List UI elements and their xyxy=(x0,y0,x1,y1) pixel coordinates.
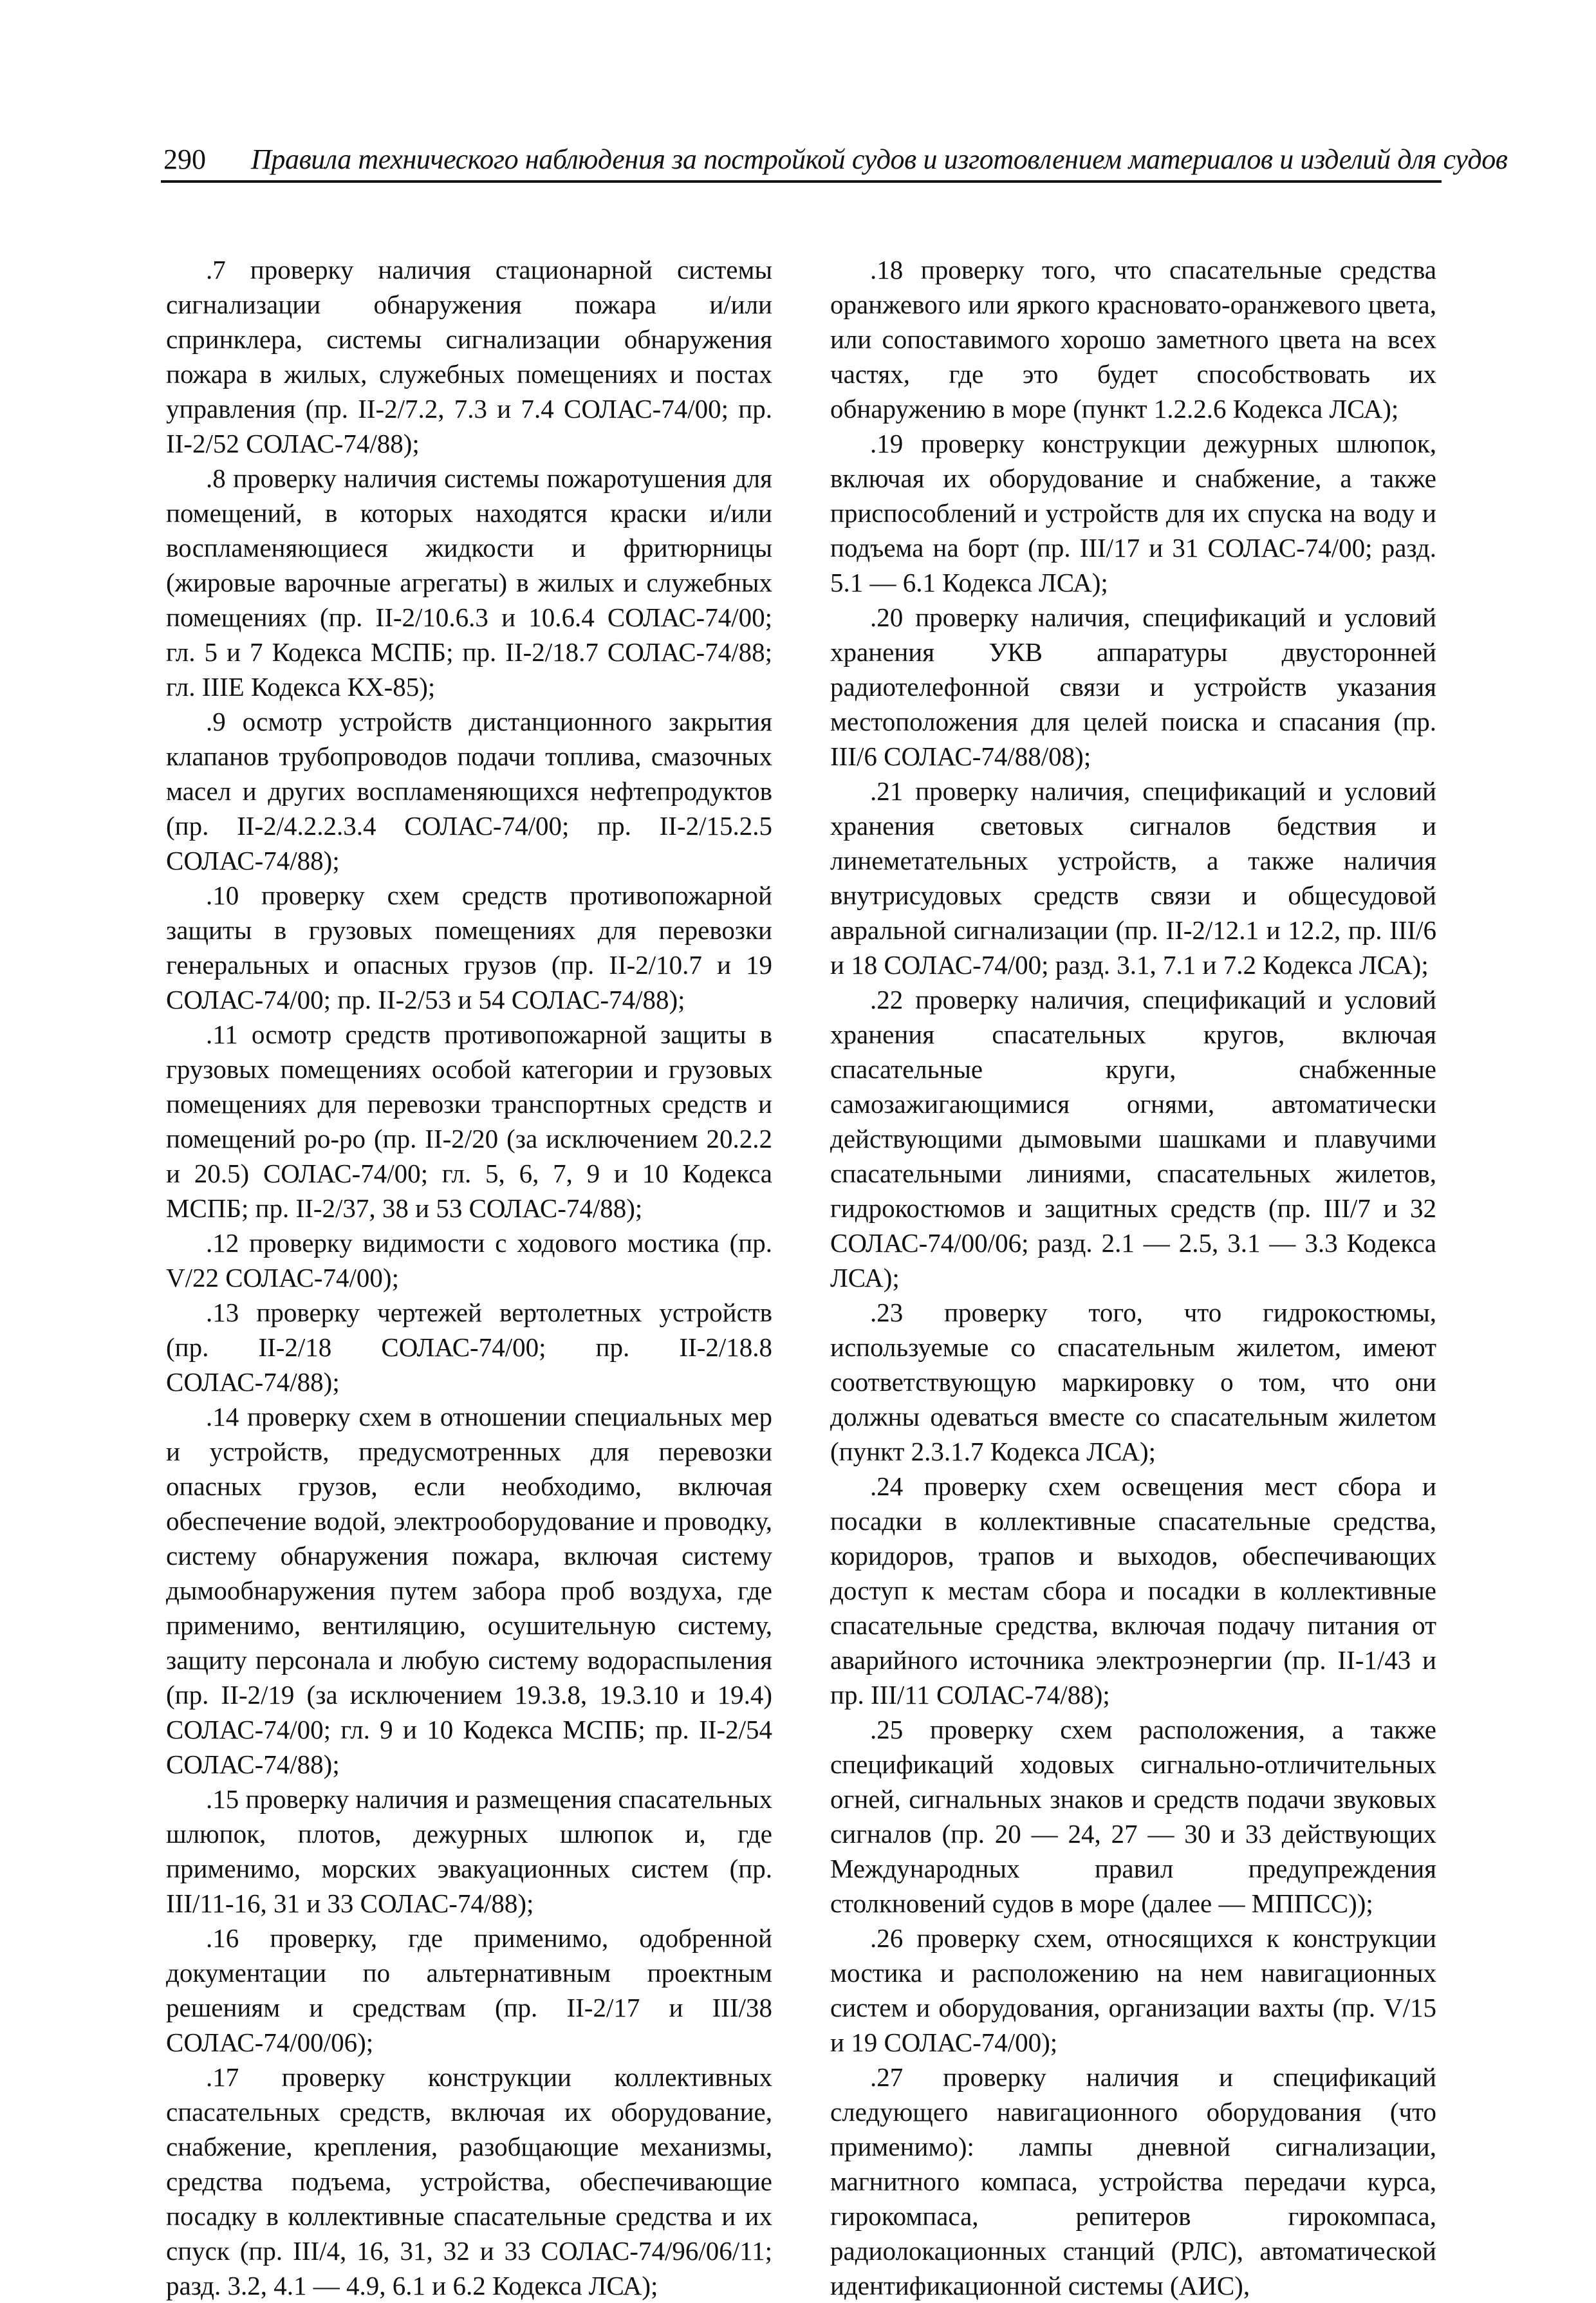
list-item: .24 проверку схем освещения мест сбора и посадки в коллективные спасательные средства, коридоров, трапов и выходов, обеспечивающих доступ к местам сбора и посадки в коллективные спасательные средства, включая подачу питания от аварийного источника электроэнергии (пр. II-1/43 и пр. III/11 СОЛАС-74/88); xyxy=(830,1471,1436,1710)
list-item: .19 проверку конструкции дежурных шлюпок, включая их оборудование и снабжение, а также приспособлений и устройств для их спуска на воду и подъема на борт (пр. III/17 и 31 СОЛАС-74/00; разд. 5.1 — 6.1 Кодекса ЛСА); xyxy=(830,429,1436,597)
running-title: Правила технического наблюдения за постройкой судов и изготовлением материалов и изделий для судов xyxy=(251,144,1508,175)
list-item: .20 проверку наличия, спецификаций и условий хранения УКВ аппаратуры двусторонней радиотелефонной связи и устройств указания местоположения для целей поиска и спасания (пр. III/6 СОЛАС-74/88/08); xyxy=(830,602,1436,771)
list-item: .10 проверку схем средств противопожарной защиты в грузовых помещениях для перевозки генеральных и опасных грузов (пр. II-2/10.7 и 19 СОЛАС-74/00; пр. II-2/53 и 54 СОЛАС-74/88); xyxy=(166,881,772,1014)
list-item: .9 осмотр устройств дистанционного закрытия клапанов трубопроводов подачи топлива, смазочных масел и других воспламеняющихся нефтепродуктов (пр. II-2/4.2.2.3.4 СОЛАС-74/00; пр. II-2/15.2.5 СОЛАС-74/88); xyxy=(166,707,772,875)
list-item: .11 осмотр средств противопожарной защиты в грузовых помещениях особой категории и грузовых помещениях для перевозки транспортных средств и помещений ро-ро (пр. II-2/20 (за исключением 20.2.2 и 20.5) СОЛАС-74/00; гл. 5, 6, 7, 9 и 10 Кодекса МСПБ; пр. II-2/37, 38 и 53 СОЛАС-74/88); xyxy=(166,1020,772,1223)
list-item: .7 проверку наличия стационарной системы сигнализации обнаружения пожара и/или спринклера, системы сигнализации обнаружения пожара в жилых, служебных помещениях и постах управления (пр. II-2/7.2, 7.3 и 7.4 СОЛАС-74/00; пр. II-2/52 СОЛАС-74/88); xyxy=(166,255,772,458)
list-item: .15 проверку наличия и размещения спасательных шлюпок, плотов, дежурных шлюпок и, где применимо, морских эвакуационных систем (пр. III/11-16, 31 и 33 СОЛАС-74/88); xyxy=(166,1784,772,1918)
list-item: .13 проверку чертежей вертолетных устройств (пр. II-2/18 СОЛАС-74/00; пр. II-2/18.8 СОЛАС-74/88); xyxy=(166,1298,772,1397)
page-number: 290 xyxy=(163,144,206,175)
list-item: .18 проверку того, что спасательные средства оранжевого или яркого красновато-оранжевого цвета, или сопоставимого хорошо заметного цвета на всех частях, где это будет способствовать их обнаружению в море (пункт 1.2.2.6 Кодекса ЛСА); xyxy=(830,255,1436,424)
list-item: .17 проверку конструкции коллективных спасательных средств, включая их оборудование, снабжение, крепления, разобщающие механизмы, средства подъема, устройства, обеспечивающие посадку в коллективные спасательные средства и их спуск (пр. III/4, 16, 31, 32 и 33 СОЛАС-74/96/06/11; разд. 3.2, 4.1 — 4.9, 6.1 и 6.2 Кодекса ЛСА); xyxy=(166,2062,772,2300)
list-item: .25 проверку схем расположения, а также спецификаций ходовых сигнально-отличительных огней, сигнальных знаков и средств подачи звуковых сигналов (пр. 20 — 24, 27 — 30 и 33 действующих Международных правил предупреждения столкновений судов в море (далее — МППСС)); xyxy=(830,1715,1436,1918)
list-item: .26 проверку схем, относящихся к конструкции мостика и расположению на нем навигационных систем и оборудования, организации вахты (пр. V/15 и 19 СОЛАС-74/00); xyxy=(830,1923,1436,2057)
list-item: .8 проверку наличия системы пожаротушения для помещений, в которых находятся краски и/или воспламеняющиеся жидкости и фритюрницы (жировые варочные агрегаты) в жилых и служебных помещениях (пр. II-2/10.6.3 и 10.6.4 СОЛАС-74/00; гл. 5 и 7 Кодекса МСПБ; пр. II-2/18.7 СОЛАС-74/88; гл. IIIЕ Кодекса КХ-85); xyxy=(166,463,772,702)
list-item: .23 проверку того, что гидрокостюмы, используемые со спасательным жилетом, имеют соответствующую маркировку о том, что они должны одеваться вместе со спасательным жилетом (пункт 2.3.1.7 Кодекса ЛСА); xyxy=(830,1298,1436,1466)
left-column xyxy=(166,252,772,2303)
list-item: .16 проверку, где применимо, одобренной документации по альтернативным проектным решениям и средствам (пр. II-2/17 и III/38 СОЛАС-74/00/06); xyxy=(166,1923,772,2057)
list-item: .21 проверку наличия, спецификаций и условий хранения световых сигналов бедствия и линеметательных устройств, а также наличия внутрисудовых средств связи и общесудовой авральной сигнализации (пр. II-2/12.1 и 12.2, пр. III/6 и 18 СОЛАС-74/00; разд. 3.1, 7.1 и 7.2 Кодекса ЛСА); xyxy=(830,776,1436,980)
list-item: .27 проверку наличия и спецификаций следующего навигационного оборудования (что применимо): лампы дневной сигнализации, магнитного компаса, устройства передачи курса, гирокомпаса, репитеров гирокомпаса, радиолокационных станций (РЛС), автоматической идентификационной системы (АИС), xyxy=(830,2062,1436,2300)
right-column xyxy=(830,252,1436,2303)
list-item: .12 проверку видимости с ходового мостика (пр. V/22 СОЛАС-74/00); xyxy=(166,1228,772,1292)
list-item: .14 проверку схем в отношении специальных мер и устройств, предусмотренных для перевозки опасных грузов, если необходимо, включая обеспечение водой, электрооборудование и проводку, систему обнаружения пожара, включая систему дымообнаружения путем забора проб воздуха, где применимо, вентиляцию, осушительную систему, защиту персонала и любую систему водораспыления (пр. II-2/19 (за исключением 19.3.8, 19.3.10 и 19.4) СОЛАС-74/00; гл. 9 и 10 Кодекса МСПБ; пр. II-2/54 СОЛАС-74/88); xyxy=(166,1402,772,1779)
page-header xyxy=(161,140,1508,183)
list-item: .22 проверку наличия, спецификаций и условий хранения спасательных кругов, включая спасательные круги, снабженные самозажигающимися огнями, автоматически действующими дымовыми шашками и плавучими спасательными линиями, спасательных жилетов, гидрокостюмов и защитных средств (пр. III/7 и 32 СОЛАС-74/00/06; разд. 2.1 — 2.5, 3.1 — 3.3 Кодекса ЛСА); xyxy=(830,985,1436,1292)
